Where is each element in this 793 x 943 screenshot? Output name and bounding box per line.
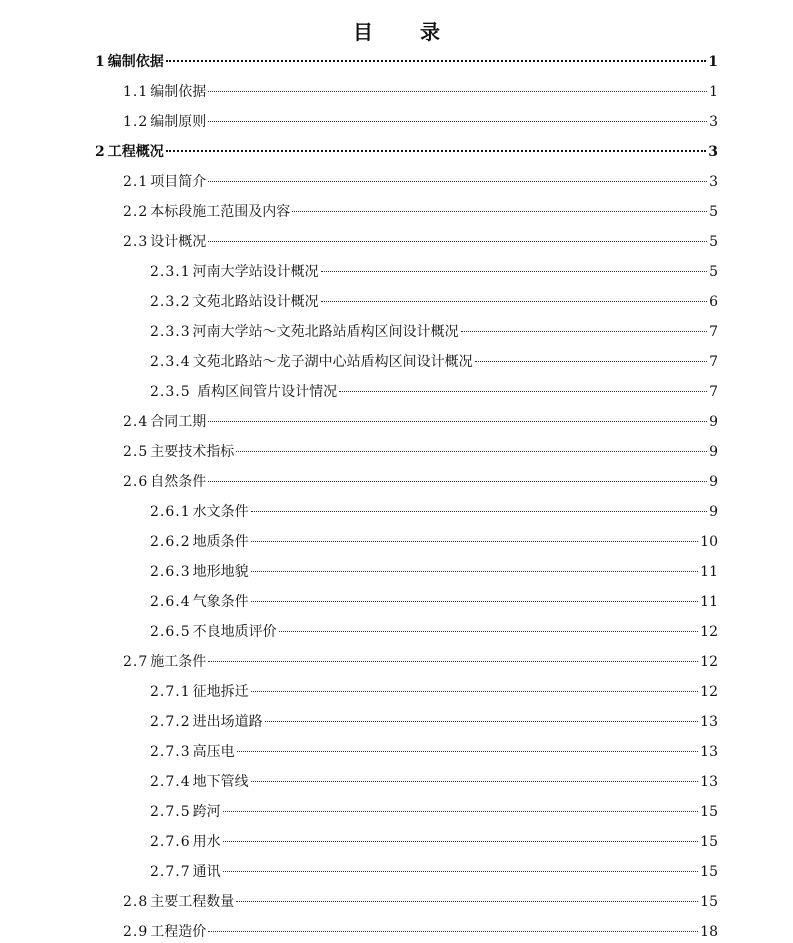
toc-entry-page: 1 [709,84,718,100]
toc-entry-text: 气象条件 [192,594,249,610]
toc-entry[interactable] [123,891,718,913]
toc-entry-label [123,471,206,493]
toc-entry-label [150,591,249,613]
toc-entry[interactable] [123,231,718,253]
toc-entry-number: 2.3.3 [150,324,191,340]
toc-entry-number: 2.3.4 [150,354,191,370]
toc-entry[interactable] [150,381,718,403]
toc-entry-number: 2.8 [123,894,149,910]
toc-entry-page: 7 [709,384,718,400]
toc-entry-page: 12 [700,654,718,670]
toc-entry[interactable] [95,141,718,163]
toc-dot-leader [223,841,699,842]
toc-entry[interactable] [150,291,718,313]
toc-entry-number: 2.1 [123,174,149,190]
toc-entry-text: 地形地貌 [192,564,249,580]
toc-entry-page: 6 [709,294,718,310]
toc-entry-label [123,441,234,463]
toc-entry-number: 2.5 [123,444,149,460]
toc-entry-text: 通讯 [192,864,221,880]
toc-dot-leader [208,481,707,482]
toc-entry-label [123,111,206,133]
toc-entry-text: 合同工期 [150,414,207,430]
toc-dot-leader [208,241,707,242]
toc-entry-text: 主要技术指标 [150,444,235,460]
toc-entry-text: 地质条件 [192,534,249,550]
toc-entry[interactable] [150,741,718,763]
toc-entry-text: 征地拆迁 [192,684,249,700]
toc-entry-number: 2.3.1 [150,264,191,280]
toc-entry[interactable] [123,201,718,223]
toc-entry-number: 2.3 [123,234,149,250]
toc-dot-leader [208,421,707,422]
toc-entry-label [123,81,206,103]
toc-entry[interactable] [150,801,718,823]
toc-dot-leader [279,631,699,632]
toc-entry-label [150,741,235,763]
toc-entry-page: 5 [709,234,718,250]
toc-dot-leader [208,121,707,122]
toc-entry[interactable] [123,411,718,433]
toc-dot-leader [251,571,699,572]
toc-entry-label [123,891,234,913]
toc-entry-text: 跨河 [192,804,221,820]
toc-entry-number: 2.3.2 [150,294,191,310]
toc-entry-page: 15 [700,894,718,910]
toc-entry-number: 1.2 [123,114,149,130]
toc-entry-label [123,411,206,433]
toc-entry-text: 编制依据 [150,84,207,100]
toc-dot-leader [208,181,707,182]
toc-entry-label [123,651,206,673]
toc-entry-number: 2.7.1 [150,684,191,700]
toc-entry-number: 2.9 [123,924,149,940]
toc-entry-number: 2.7.4 [150,774,191,790]
toc-entry-page: 9 [709,444,718,460]
toc-entry[interactable] [150,351,718,373]
toc-entry-text: 设计概况 [150,234,207,250]
toc-entry-page: 18 [700,924,718,940]
toc-entry[interactable] [150,681,718,703]
toc-entry-label [150,531,249,553]
toc-entry-page: 13 [700,744,718,760]
toc-entry[interactable] [150,861,718,883]
toc-entry-page: 15 [700,804,718,820]
toc-entry-page: 3 [709,114,718,130]
toc-entry[interactable] [123,471,718,493]
toc-entry-label [123,201,290,223]
toc-dot-leader [265,721,699,722]
toc-dot-leader [208,91,707,92]
toc-entry-label [150,321,459,343]
toc-entry-page: 1 [708,54,718,70]
toc-entry-number: 2.3.5 [150,384,191,400]
toc-entry-text: 工程概况 [107,144,164,160]
toc-entry-number: 2.6.5 [150,624,191,640]
toc-entry-page: 5 [709,204,718,220]
toc-entry-label [150,861,221,883]
toc-dot-leader [236,901,698,902]
toc-entry-label [95,51,164,73]
toc-entry[interactable] [150,771,718,793]
toc-entry-number: 2.7.3 [150,744,191,760]
toc-entry[interactable] [150,561,718,583]
toc-entry-number: 2.6 [123,474,149,490]
toc-entry-label [150,381,337,403]
toc-entry-number: 2.7 [123,654,149,670]
toc-entry-label [150,261,319,283]
toc-entry-page: 15 [700,834,718,850]
toc-dot-leader [251,511,707,512]
toc-dot-leader [251,541,699,542]
toc-dot-leader [339,391,707,392]
toc-dot-leader [251,781,699,782]
toc-dot-leader [237,751,699,752]
toc-entry[interactable] [123,111,718,133]
toc-dot-leader [292,211,707,212]
toc-entry-text: 不良地质评价 [192,624,277,640]
toc-entry-text: 河南大学站～文苑北路站盾构区间设计概况 [192,324,459,340]
toc-entry-label [150,501,249,523]
toc-entry-text: 自然条件 [150,474,207,490]
toc-entry-number: 2.7.2 [150,714,191,730]
toc-entry[interactable] [150,591,718,613]
toc-entry[interactable] [150,531,718,553]
toc-entry-number: 1.1 [123,84,149,100]
toc-dot-leader [321,271,707,272]
toc-dot-leader [236,451,707,452]
toc-dot-leader [208,661,698,662]
toc-entry-text: 盾构区间管片设计情况 [192,384,338,400]
toc-entry-text: 施工条件 [150,654,207,670]
toc-entry-label [150,681,249,703]
toc-entry-page: 13 [700,774,718,790]
toc-dot-leader [208,931,698,932]
toc-entry-label [95,141,164,163]
toc-entry-number: 2.6.4 [150,594,191,610]
toc-dot-leader [223,871,699,872]
toc-dot-leader [166,60,707,62]
toc-entry[interactable] [123,81,718,103]
page-title: 目 录 [353,20,460,44]
toc-entry-number: 2.2 [123,204,149,220]
toc-dot-leader [166,150,707,152]
toc-entry-page: 7 [709,324,718,340]
toc-entry-number: 2.6.3 [150,564,191,580]
toc-entry-text: 地下管线 [192,774,249,790]
toc-entry[interactable] [150,321,718,343]
toc-entry-text: 用水 [192,834,221,850]
toc-entry-page: 9 [709,504,718,520]
toc-entry-label [150,831,221,853]
toc-dot-leader [223,811,699,812]
toc-dot-leader [475,361,707,362]
toc-dot-leader [461,331,707,332]
toc-entry[interactable] [123,171,718,193]
toc-entry-number: 2.7.5 [150,804,191,820]
toc-entry-page: 3 [709,174,718,190]
toc-entry-text: 主要工程数量 [150,894,235,910]
toc-entry-text: 河南大学站设计概况 [192,264,319,280]
toc-entry-text: 项目简介 [150,174,207,190]
toc-entry-text: 进出场道路 [192,714,263,730]
toc-dot-leader [321,301,707,302]
toc-entry[interactable] [150,621,718,643]
toc-entry-label [123,171,206,193]
toc-entry[interactable] [123,651,718,673]
toc-entry-text: 高压电 [192,744,235,760]
toc-entry-number: 2.7.7 [150,864,191,880]
toc-entry-number: 2.7.6 [150,834,191,850]
toc-entry-page: 11 [700,564,718,580]
toc-entry-page: 3 [708,144,718,160]
toc-entry-label [150,621,277,643]
toc-entry-page: 7 [709,354,718,370]
toc-entry[interactable] [150,261,718,283]
toc-entry-label [150,291,319,313]
toc-entry-number: 2.6.2 [150,534,191,550]
toc-entry-text: 本标段施工范围及内容 [150,204,291,220]
toc-entry-text: 编制依据 [107,54,164,70]
toc-entry-page: 15 [700,864,718,880]
toc-entry-page: 10 [700,534,718,550]
toc-entry-text: 工程造价 [150,924,207,940]
toc-entry[interactable] [95,51,718,73]
toc-entry-label [150,351,473,373]
toc-entry-number: 1 [95,54,106,70]
toc-entry-label [150,561,249,583]
toc-entry-number: 2 [95,144,106,160]
toc-entry-text: 编制原则 [150,114,207,130]
toc-entry-number: 2.4 [123,414,149,430]
toc-entry-page: 12 [700,624,718,640]
toc-entry-label [150,771,249,793]
toc-entry-text: 文苑北路站设计概况 [192,294,319,310]
toc-dot-leader [251,601,699,602]
toc-entry-label [150,711,263,733]
toc-entry[interactable] [150,831,718,853]
toc-entry-text: 水文条件 [192,504,249,520]
toc-entry-page: 5 [709,264,718,280]
toc-entry-page: 12 [700,684,718,700]
toc-entry[interactable] [123,441,718,463]
toc-entry-text: 文苑北路站～龙子湖中心站盾构区间设计概况 [192,354,473,370]
toc-dot-leader [251,691,699,692]
toc-entry-number: 2.6.1 [150,504,191,520]
toc-entry-page: 9 [709,474,718,490]
toc-entry-page: 9 [709,414,718,430]
toc-entry[interactable] [150,501,718,523]
toc-entry-label [150,801,221,823]
toc-entry[interactable] [150,711,718,733]
toc-entry-page: 13 [700,714,718,730]
toc-entry-label [123,231,206,253]
toc-entry-page: 11 [700,594,718,610]
